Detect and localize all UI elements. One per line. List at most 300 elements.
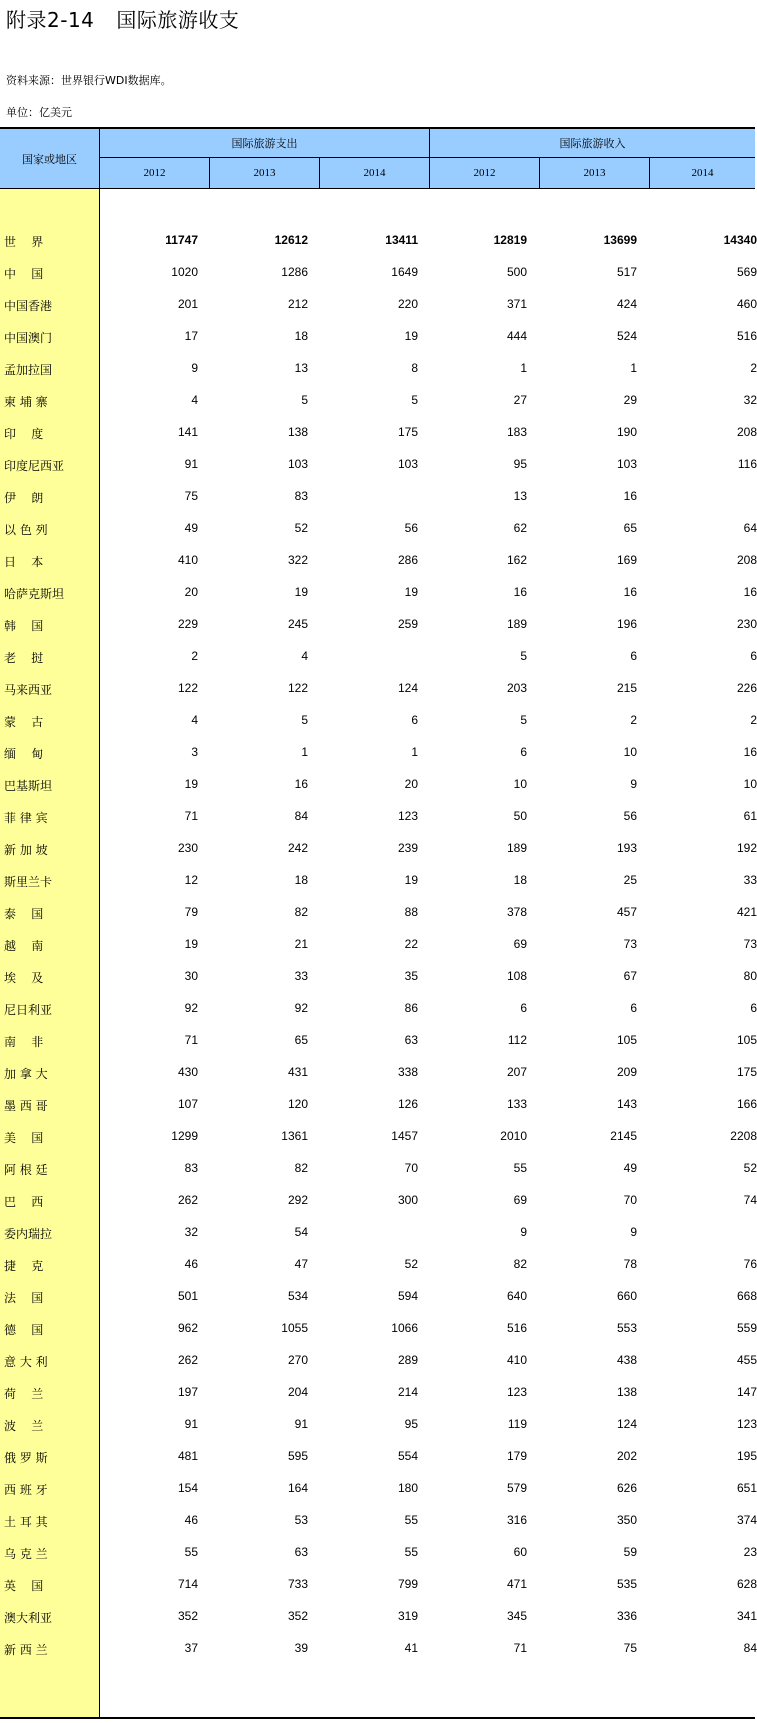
value-cell: 39: [294, 1641, 308, 1655]
country-name: 德 国: [4, 1323, 44, 1337]
header-group-expenditure: 国际旅游支出: [100, 129, 430, 158]
value-cell: 55: [404, 1513, 418, 1527]
value-cell: 37: [184, 1641, 198, 1655]
value-cell: 10: [513, 777, 527, 791]
value-cell: 9: [630, 777, 637, 791]
value-cell: 517: [616, 265, 637, 279]
value-cell: 53: [294, 1513, 308, 1527]
value-cell: 21: [294, 937, 308, 951]
data-table: [0, 127, 755, 1719]
country-name: 乌 克 兰: [4, 1547, 48, 1561]
table-row: [0, 321, 755, 353]
value-cell: 226: [736, 681, 757, 695]
country-name: 以 色 列: [4, 523, 48, 537]
value-cell: 1286: [281, 265, 308, 279]
value-cell: 9: [191, 361, 198, 375]
value-cell: 338: [397, 1065, 418, 1079]
value-cell: 5: [520, 649, 527, 663]
table-row: [0, 1313, 755, 1345]
value-cell: 714: [177, 1577, 198, 1591]
value-cell: 75: [184, 489, 198, 503]
country-name: 波 兰: [4, 1419, 44, 1433]
table-row: [0, 257, 755, 289]
country-name: 加 拿 大: [4, 1067, 48, 1081]
value-cell: 103: [616, 457, 637, 471]
value-cell: 32: [743, 393, 757, 407]
value-cell: 29: [623, 393, 637, 407]
table-row: [0, 1121, 755, 1153]
value-cell: 259: [397, 617, 418, 631]
table-row: [0, 481, 755, 513]
value-cell: 9: [520, 1225, 527, 1239]
value-cell: 33: [743, 873, 757, 887]
table-row: [0, 833, 755, 865]
value-cell: 82: [513, 1257, 527, 1271]
header-year: 2013: [210, 158, 320, 188]
country-name: 新 加 坡: [4, 843, 48, 857]
value-cell: 16: [294, 777, 308, 791]
value-cell: 378: [506, 905, 527, 919]
table-row: [0, 609, 755, 641]
value-cell: 84: [743, 1641, 757, 1655]
country-name: 越 南: [4, 939, 44, 953]
value-cell: 410: [177, 553, 198, 567]
value-cell: 119: [507, 1417, 527, 1431]
value-cell: 33: [294, 969, 308, 983]
value-cell: 92: [294, 1001, 308, 1015]
table-row: [0, 1249, 755, 1281]
value-cell: 345: [506, 1609, 527, 1623]
value-cell: 88: [404, 905, 418, 919]
country-name: 孟加拉国: [4, 363, 53, 377]
value-cell: 336: [616, 1609, 637, 1623]
value-cell: 164: [287, 1481, 308, 1495]
value-cell: 18: [294, 329, 308, 343]
country-name: 俄 罗 斯: [4, 1451, 48, 1465]
value-cell: 239: [397, 841, 418, 855]
country-name: 土 耳 其: [4, 1515, 48, 1529]
value-cell: 410: [506, 1353, 527, 1367]
value-cell: 6: [750, 1001, 757, 1015]
country-name: 哈萨克斯坦: [4, 587, 65, 601]
value-cell: 55: [184, 1545, 198, 1559]
value-cell: 628: [736, 1577, 757, 1591]
value-cell: 962: [177, 1321, 198, 1335]
value-cell: 62: [513, 521, 527, 535]
value-cell: 202: [616, 1449, 637, 1463]
country-name: 澳大利亚: [4, 1611, 53, 1625]
value-cell: 316: [506, 1513, 527, 1527]
value-cell: 18: [513, 873, 527, 887]
value-cell: 22: [404, 937, 418, 951]
value-cell: 105: [616, 1033, 637, 1047]
value-cell: 124: [616, 1417, 637, 1431]
country-name: 日 本: [4, 555, 44, 569]
value-cell: 5: [411, 393, 418, 407]
value-cell: 147: [736, 1385, 757, 1399]
value-cell: 13: [294, 361, 308, 375]
country-name: 西 班 牙: [4, 1483, 48, 1497]
value-cell: 49: [623, 1161, 637, 1175]
value-cell: 73: [623, 937, 637, 951]
value-cell: 204: [287, 1385, 308, 1399]
country-name: 巴基斯坦: [4, 779, 53, 793]
value-cell: 70: [404, 1161, 418, 1175]
header-year: 2014: [320, 158, 430, 188]
table-row: [0, 929, 755, 961]
value-cell: 138: [287, 425, 308, 439]
value-cell: 1299: [171, 1129, 198, 1143]
value-cell: 65: [294, 1033, 308, 1047]
value-cell: 2: [630, 713, 637, 727]
value-cell: 46: [184, 1513, 198, 1527]
value-cell: 262: [177, 1353, 198, 1367]
value-cell: 197: [177, 1385, 198, 1399]
data-source-note: 资料来源：世界银行WDI数据库。: [6, 74, 172, 87]
value-cell: 481: [177, 1449, 198, 1463]
value-cell: 69: [513, 1193, 527, 1207]
value-cell: 193: [616, 841, 637, 855]
value-cell: 431: [287, 1065, 308, 1079]
value-cell: 1361: [281, 1129, 308, 1143]
table-row: [0, 1217, 755, 1249]
value-cell: 120: [287, 1097, 308, 1111]
header-year: 2012: [430, 158, 540, 188]
value-cell: 6: [520, 745, 527, 759]
value-cell: 229: [177, 617, 198, 631]
value-cell: 74: [743, 1193, 757, 1207]
value-cell: 421: [736, 905, 757, 919]
value-cell: 215: [616, 681, 637, 695]
value-cell: 122: [287, 681, 308, 695]
value-cell: 16: [623, 585, 637, 599]
value-cell: 64: [743, 521, 757, 535]
value-cell: 1066: [391, 1321, 418, 1335]
value-cell: 175: [397, 425, 418, 439]
country-name: 荷 兰: [4, 1387, 44, 1401]
table-row: [0, 545, 755, 577]
value-cell: 92: [184, 1001, 198, 1015]
value-cell: 374: [736, 1513, 757, 1527]
value-cell: 124: [397, 681, 418, 695]
table-row: [0, 1025, 755, 1057]
value-cell: 2208: [730, 1129, 757, 1143]
table-row: [0, 1409, 755, 1441]
value-cell: 6: [750, 649, 757, 663]
value-cell: 49: [184, 521, 198, 535]
value-cell: 82: [294, 1161, 308, 1175]
value-cell: 123: [506, 1385, 527, 1399]
value-cell: 4: [191, 393, 198, 407]
value-cell: 141: [177, 425, 198, 439]
value-cell: 59: [623, 1545, 637, 1559]
value-cell: 626: [616, 1481, 637, 1495]
value-cell: 300: [397, 1193, 418, 1207]
table-row: [0, 1089, 755, 1121]
table-row: [0, 1441, 755, 1473]
value-cell: 46: [184, 1257, 198, 1271]
value-cell: 13699: [603, 233, 637, 247]
table-row: [0, 417, 755, 449]
value-cell: 67: [623, 969, 637, 983]
value-cell: 103: [397, 457, 418, 471]
value-cell: 70: [623, 1193, 637, 1207]
value-cell: 1457: [391, 1129, 418, 1143]
value-cell: 322: [287, 553, 308, 567]
table-row: [0, 513, 755, 545]
table-row: [0, 1505, 755, 1537]
value-cell: 352: [287, 1609, 308, 1623]
value-cell: 270: [287, 1353, 308, 1367]
value-cell: 52: [743, 1161, 757, 1175]
country-name: 尼日利亚: [4, 1003, 53, 1017]
appendix-number: 附录2-14: [6, 8, 95, 32]
table-row: [0, 961, 755, 993]
value-cell: 71: [513, 1641, 527, 1655]
value-cell: 166: [736, 1097, 757, 1111]
value-cell: 52: [294, 521, 308, 535]
country-name: 阿 根 廷: [4, 1163, 48, 1177]
value-cell: 208: [736, 553, 757, 567]
country-name: 柬 埔 寨: [4, 395, 48, 409]
country-name: 中 国: [4, 267, 44, 281]
value-cell: 424: [616, 297, 637, 311]
header-year: 2012: [100, 158, 210, 188]
table-row: [0, 1473, 755, 1505]
value-cell: 95: [404, 1417, 418, 1431]
value-cell: 535: [616, 1577, 637, 1591]
value-cell: 640: [506, 1289, 527, 1303]
table-row: [0, 801, 755, 833]
value-cell: 103: [287, 457, 308, 471]
value-cell: 10: [623, 745, 637, 759]
value-cell: 162: [506, 553, 527, 567]
table-row: [0, 897, 755, 929]
table-row: [0, 1569, 755, 1601]
value-cell: 212: [287, 297, 308, 311]
value-cell: 220: [397, 297, 418, 311]
value-cell: 19: [404, 329, 418, 343]
table-row: [0, 1633, 755, 1665]
page-title: [6, 4, 239, 33]
table-row: [0, 673, 755, 705]
table-row: [0, 1377, 755, 1409]
value-cell: 41: [404, 1641, 418, 1655]
value-cell: 52: [404, 1257, 418, 1271]
value-cell: 54: [294, 1225, 308, 1239]
value-cell: 595: [287, 1449, 308, 1463]
value-cell: 471: [506, 1577, 527, 1591]
country-name: 老 挝: [4, 651, 44, 665]
value-cell: 13: [513, 489, 527, 503]
country-name: 世 界: [4, 235, 44, 249]
value-cell: 660: [616, 1289, 637, 1303]
country-name: 墨 西 哥: [4, 1099, 48, 1113]
value-cell: 133: [506, 1097, 527, 1111]
value-cell: 2010: [500, 1129, 527, 1143]
value-cell: 105: [736, 1033, 757, 1047]
value-cell: 10: [743, 777, 757, 791]
country-name: 菲 律 宾: [4, 811, 48, 825]
table-row: [0, 1281, 755, 1313]
country-name: 捷 克: [4, 1259, 44, 1273]
value-cell: 73: [743, 937, 757, 951]
value-cell: 289: [397, 1353, 418, 1367]
value-cell: 6: [630, 649, 637, 663]
country-name: 马来西亚: [4, 683, 53, 697]
value-cell: 83: [294, 489, 308, 503]
value-cell: 80: [743, 969, 757, 983]
value-cell: 6: [411, 713, 418, 727]
value-cell: 6: [520, 1001, 527, 1015]
value-cell: 91: [184, 1417, 198, 1431]
value-cell: 19: [184, 777, 198, 791]
country-name: 印 度: [4, 427, 44, 441]
value-cell: 500: [506, 265, 527, 279]
table-title: 国际旅游收支: [116, 8, 240, 32]
value-cell: 71: [184, 1033, 198, 1047]
value-cell: 524: [616, 329, 637, 343]
value-cell: 91: [294, 1417, 308, 1431]
value-cell: 55: [404, 1545, 418, 1559]
value-cell: 27: [513, 393, 527, 407]
value-cell: 47: [294, 1257, 308, 1271]
value-cell: 189: [506, 617, 527, 631]
value-cell: 108: [506, 969, 527, 983]
value-cell: 17: [184, 329, 198, 343]
table-row: [0, 993, 755, 1025]
value-cell: 50: [513, 809, 527, 823]
value-cell: 1649: [391, 265, 418, 279]
value-cell: 71: [184, 809, 198, 823]
value-cell: 214: [397, 1385, 418, 1399]
value-cell: 32: [184, 1225, 198, 1239]
value-cell: 207: [506, 1065, 527, 1079]
value-cell: 123: [397, 809, 418, 823]
value-cell: 341: [736, 1609, 757, 1623]
value-cell: 123: [736, 1417, 757, 1431]
value-cell: 175: [736, 1065, 757, 1079]
value-cell: 5: [520, 713, 527, 727]
country-name: 南 非: [4, 1035, 44, 1049]
value-cell: 20: [184, 585, 198, 599]
value-cell: 69: [513, 937, 527, 951]
value-cell: 1020: [171, 265, 198, 279]
value-cell: 553: [616, 1321, 637, 1335]
country-name: 新 西 兰: [4, 1643, 48, 1657]
value-cell: 230: [177, 841, 198, 855]
value-cell: 203: [506, 681, 527, 695]
value-cell: 230: [736, 617, 757, 631]
value-cell: 1: [411, 745, 418, 759]
value-cell: 91: [184, 457, 198, 471]
value-cell: 19: [404, 873, 418, 887]
value-cell: 799: [397, 1577, 418, 1591]
table-row: [0, 1601, 755, 1633]
table-row: [0, 289, 755, 321]
value-cell: 14340: [723, 233, 757, 247]
value-cell: 209: [616, 1065, 637, 1079]
country-name: 中国香港: [4, 299, 53, 313]
value-cell: 55: [513, 1161, 527, 1175]
table-body: [0, 225, 755, 1665]
value-cell: 169: [616, 553, 637, 567]
value-cell: 668: [736, 1289, 757, 1303]
value-cell: 192: [736, 841, 757, 855]
country-name: 委内瑞拉: [4, 1227, 53, 1241]
value-cell: 180: [397, 1481, 418, 1495]
value-cell: 56: [623, 809, 637, 823]
value-cell: 516: [736, 329, 757, 343]
value-cell: 25: [623, 873, 637, 887]
value-cell: 83: [184, 1161, 198, 1175]
value-cell: 12612: [274, 233, 308, 247]
table-row: [0, 449, 755, 481]
table-row: [0, 1537, 755, 1569]
value-cell: 79: [184, 905, 198, 919]
header-country-region: 国家或地区: [0, 129, 100, 188]
value-cell: 2: [750, 361, 757, 375]
country-name: 缅 甸: [4, 747, 44, 761]
value-cell: 12819: [493, 233, 527, 247]
value-cell: 95: [513, 457, 527, 471]
value-cell: 262: [177, 1193, 198, 1207]
table-row: [0, 769, 755, 801]
table-row: [0, 385, 755, 417]
value-cell: 20: [404, 777, 418, 791]
country-name: 印度尼西亚: [4, 459, 65, 473]
value-cell: 554: [397, 1449, 418, 1463]
value-cell: 2145: [610, 1129, 637, 1143]
table-row: [0, 865, 755, 897]
table-row: [0, 577, 755, 609]
value-cell: 455: [736, 1353, 757, 1367]
value-cell: 501: [177, 1289, 198, 1303]
value-cell: 76: [743, 1257, 757, 1271]
header-year: 2013: [540, 158, 650, 188]
value-cell: 3: [191, 745, 198, 759]
table-row: [0, 1345, 755, 1377]
value-cell: 138: [616, 1385, 637, 1399]
value-cell: 2: [750, 713, 757, 727]
value-cell: 733: [287, 1577, 308, 1591]
value-cell: 16: [743, 585, 757, 599]
value-cell: 63: [294, 1545, 308, 1559]
header-year: 2014: [650, 158, 755, 188]
value-cell: 292: [287, 1193, 308, 1207]
value-cell: 319: [397, 1609, 418, 1623]
value-cell: 9: [630, 1225, 637, 1239]
table-row: [0, 705, 755, 737]
value-cell: 75: [623, 1641, 637, 1655]
value-cell: 183: [506, 425, 527, 439]
value-cell: 1: [520, 361, 527, 375]
country-name: 泰 国: [4, 907, 44, 921]
value-cell: 516: [506, 1321, 527, 1335]
value-cell: 8: [411, 361, 418, 375]
value-cell: 30: [184, 969, 198, 983]
value-cell: 84: [294, 809, 308, 823]
value-cell: 350: [616, 1513, 637, 1527]
value-cell: 4: [301, 649, 308, 663]
value-cell: 143: [616, 1097, 637, 1111]
country-name: 蒙 古: [4, 715, 44, 729]
value-cell: 107: [177, 1097, 198, 1111]
value-cell: 534: [287, 1289, 308, 1303]
value-cell: 56: [404, 521, 418, 535]
value-cell: 430: [177, 1065, 198, 1079]
value-cell: 2: [191, 649, 198, 663]
